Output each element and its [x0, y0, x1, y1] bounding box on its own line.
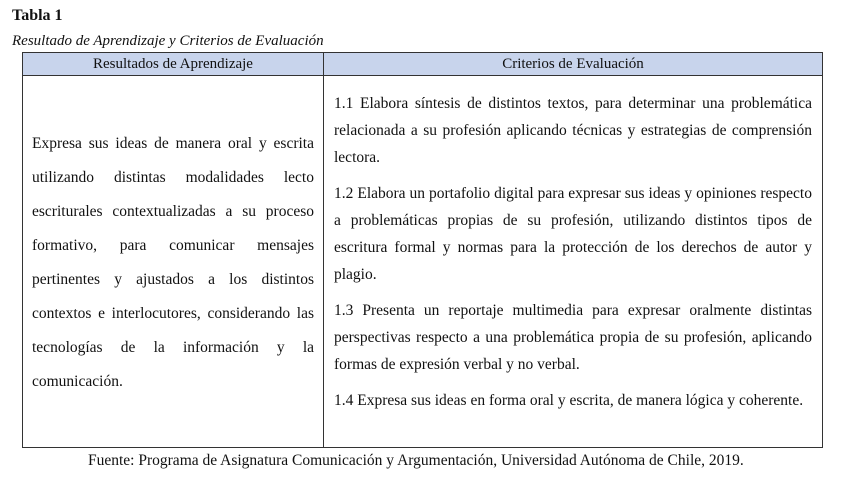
table-label: Tabla 1: [12, 7, 63, 24]
table-caption: Resultado de Aprendizaje y Criterios de Evaluación: [12, 33, 324, 49]
header-learning-outcomes: Resultados de Aprendizaje: [93, 56, 253, 72]
header-evaluation-criteria: Criterios de Evaluación: [502, 56, 644, 72]
learning-outcome-cell: Expresa sus ideas de manera oral y escrita utilizando distintas modalidades lecto escriturales contextualizadas a su proceso formativo, para comunicar mensajes pertinentes y ajustados a los distintos contextos e interlocutores, considerando las tecnologías de la información y la comunicación.: [32, 135, 314, 390]
outcomes-table: [22, 52, 823, 448]
criteria-cell: [334, 90, 812, 423]
criterion-item: 1.4 Expresa sus ideas en forma oral y escrita, de manera lógica y coherente.: [334, 392, 804, 409]
criterion-item: 1.3 Presenta un reportaje multimedia para expresar oralmente distintas perspectivas respecto a una problemática propia de su profesión, aplicando formas de expresión verbal y no verbal.: [334, 302, 812, 373]
column-divider: [323, 53, 324, 447]
criterion-item: 1.2 Elabora un portafolio digital para expresar sus ideas y opiniones respecto a problemáticas propias de su profesión, utilizando distintos tipos de escritura formal y normas para la protección de los derechos de autor y plagio.: [334, 185, 812, 283]
table-header-row: [23, 53, 822, 76]
source-note: Fuente: Programa de Asignatura Comunicación y Argumentación, Universidad Autónoma de Chile, 2019.: [88, 452, 744, 469]
criterion-item: 1.1 Elabora síntesis de distintos textos, para determinar una problemática relacionada a su profesión aplicando técnicas y estrategias de comprensión lectora.: [334, 95, 812, 166]
